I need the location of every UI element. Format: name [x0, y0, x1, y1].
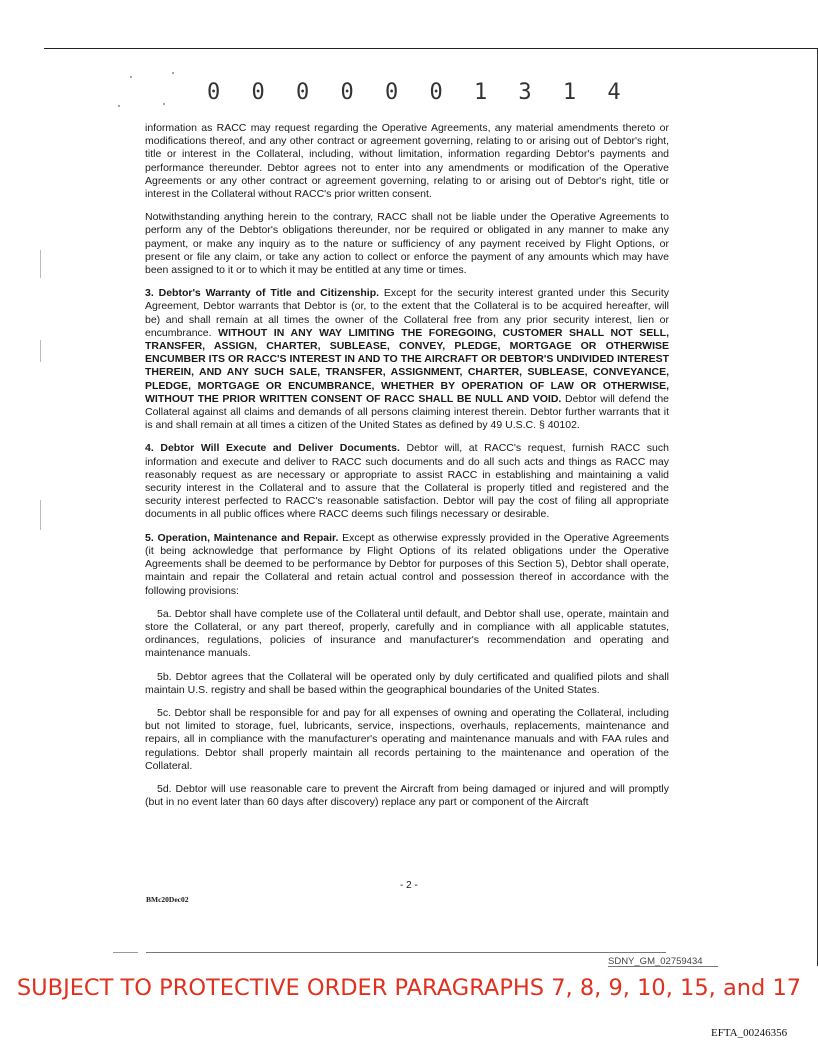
section-4: [145, 442, 669, 521]
bates-number: SDNY_GM_02759434: [608, 956, 703, 967]
protective-order-notice: SUBJECT TO PROTECTIVE ORDER PARAGRAPHS 7, 8, 9, 10, 15, and 17: [16, 975, 802, 1001]
document-code: BMc20Dec02: [146, 895, 189, 904]
scan-speck: [172, 72, 174, 74]
section-5-heading: 5. Operation, Maintenance and Repair.: [145, 531, 339, 544]
scan-speck: [118, 105, 120, 107]
section-5b: 5b. Debtor agrees that the Collateral will be operated only by duly certificated and qualified pilots and shall maintain U.S. registry and shall be based within the geographical boundaries of the United States.: [145, 670, 669, 696]
margin-marks: [40, 250, 42, 650]
efta-number: EFTA_00246356: [711, 1027, 788, 1039]
footer-rule-short: [113, 952, 138, 953]
bates-underline: [608, 966, 718, 967]
section-4-heading: 4. Debtor Will Execute and Deliver Documents.: [145, 442, 400, 455]
section-3-heading: 3. Debtor's Warranty of Title and Citizenship.: [145, 287, 380, 300]
document-number: 0 0 0 0 0 0 1 3 1 4: [207, 80, 630, 105]
section-5: [145, 532, 669, 598]
scan-speck: [163, 103, 165, 105]
section-3-caps-clause: WITHOUT IN ANY WAY LIMITING THE FOREGOING, CUSTOMER SHALL NOT SELL, TRANSFER, ASSIGN, CHARTER, SUBLEASE, CONVEY, PLEDGE, MORTGAGE OR OTHERWISE ENCUMBER ITS OR RACC'S INTEREST IN AND TO THE AIRCRAFT OR DEBTOR'S UNDIVIDED INTEREST THEREIN, AND ANY SUCH SALE, TRANSFER, ASSIGNMENT, CHARTER, SUBLEASE, CONVEYANCE, PLEDGE, MORTGAGE OR ENCUMBRANCE, WHETHER BY OPERATION OF LAW OR OTHERWISE, WITHOUT THE PRIOR WRITTEN CONSENT OF RACC SHALL BE NULL AND VOID.: [145, 326, 669, 405]
document-body: [145, 122, 669, 819]
section-5a: 5a. Debtor shall have complete use of the Collateral until default, and Debtor shall use, operate, maintain and store the Collateral, or any part thereof, properly, carefully and in compliance with all applicable statutes, ordinances, regulations, policies of insurance and manufacturer's recommendation and operating and maintenance manuals.: [145, 607, 669, 660]
paragraph-notwithstanding: Notwithstanding anything herein to the contrary, RACC shall not be liable under the Operative Agreements to perform any of the Debtor's obligations thereunder, nor be required or obligated in any manner to make any payment, or make any inquiry as to the nature or sufficiency of any payment received by Flight Options, or present or file any claim, or take any action to collect or enforce the payment of any amounts which may have been assigned to it or to which it may be entitled at any time or times.: [145, 211, 669, 277]
scan-speck: [130, 76, 132, 78]
section-3-text: Except for the security interest granted under this Security Agreement, Debtor warrants that Debtor is (or, to the extent that the Collateral is to be acquired hereafter, will be) and shall remain at all times the owner of the Collateral free from any prior security interest, lien or encumbrance.: [145, 287, 669, 339]
page-number: - 2 -: [400, 880, 418, 891]
section-5-text: Except as otherwise expressly provided in the Operative Agreements (it being acknowledge that performance by Flight Options of its related obligations under the Operative Agreements shall be deemed to be performance by Debtor for purposes of this Section 5), Debtor shall operate, maintain and repair the Collateral and retain actual control and possession thereof in accordance with the following provisions:: [145, 531, 669, 597]
section-3-text-end: Debtor will defend the Collateral against all claims and demands of all persons claiming interest therein. Debtor further warrants that it is and shall remain at all times a citizen of the United States as defined by 49 U.S.C. § 40102.: [145, 392, 669, 432]
section-5d: 5d. Debtor will use reasonable care to prevent the Aircraft from being damaged or injured and will promptly (but in no event later than 60 days after discovery) replace any part or component of the Aircraft: [145, 782, 669, 809]
section-4-text: Debtor will, at RACC's request, furnish RACC such information and execute and deliver to RACC such documents and do all such acts and things as RACC may reasonably request as are necessary or appropriate to assist RACC in establishing and maintaining a valid security interest in the Collateral and to assure that the Collateral is properly titled and registered and the security interest perfected to RACC's reasonable satisfaction. Debtor will pay the cost of filing all appropriate documents in all public offices where RACC deems such filings necessary or desirable.: [145, 442, 669, 521]
paragraph-operative-agreements: information as RACC may request regarding the Operative Agreements, any material amendments thereto or modifications thereof, and any other contract or agreement governing, relating to or arising out of Debtor's right, title or interest in the Collateral, including, without limitation, information regarding Debtor's payments and performance thereunder. Debtor agrees not to enter into any amendments or modification of the Operative Agreements or any other contract or agreement governing, relating to or arising out of Debtor's right, title or interest in the Collateral without RACC's prior written consent.: [145, 122, 669, 201]
section-3: [145, 287, 669, 432]
section-5c: 5c. Debtor shall be responsible for and pay for all expenses of owning and operating the Collateral, including but not limited to storage, fuel, lubricants, service, inspections, overhauls, replacements, maintenance and repairs, all in compliance with the manufacturer's operating and maintenance manuals and with FAA rules and regulations. Debtor shall properly maintain all records pertaining to the maintenance and operation of the Collateral.: [145, 706, 669, 772]
footer-rule: [146, 952, 666, 953]
